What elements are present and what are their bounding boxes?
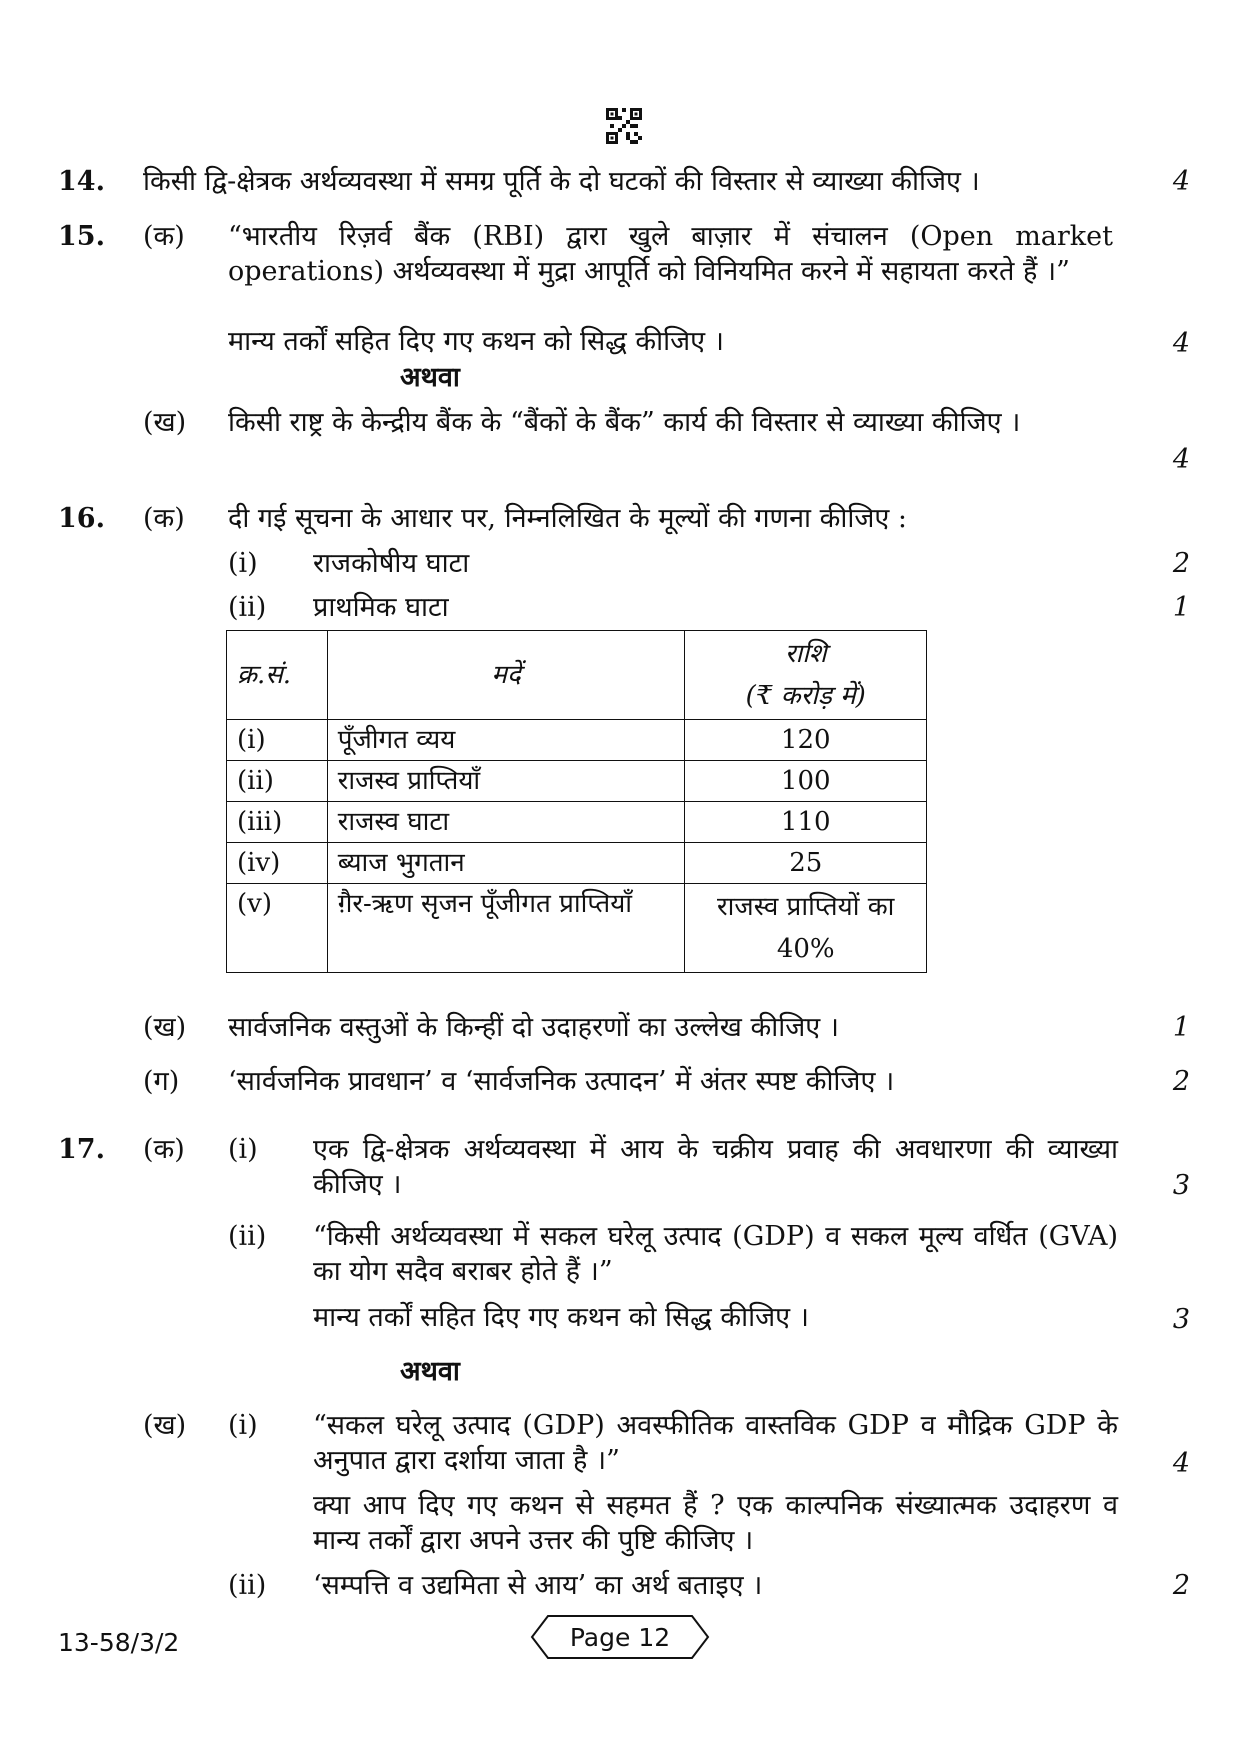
question-15-or: अथवा xyxy=(400,362,460,393)
question-16a-i-label: (i) xyxy=(228,548,258,579)
question-17a-i-marks: 3 xyxy=(1172,1170,1190,1201)
table-cell-amount: 100 xyxy=(685,761,927,802)
table-cell-serial: (i) xyxy=(227,720,328,761)
question-17-or: अथवा xyxy=(400,1356,460,1387)
table-cell-amount: 120 xyxy=(685,720,927,761)
table-header-row xyxy=(227,631,927,720)
question-16b-marks: 1 xyxy=(1172,1012,1190,1043)
question-16a-text: दी गई सूचना के आधार पर, निम्नलिखित के मूल्यों की गणना कीजिए : xyxy=(228,503,908,534)
question-17b-i-instruction: क्या आप दिए गए कथन से सहमत हैं ? एक काल्पनिक संख्यात्मक उदाहरण व मान्य तर्कों द्वारा अपने उत्तर की पुष्टि कीजिए । xyxy=(313,1490,1118,1556)
question-17b-ii-label: (ii) xyxy=(228,1570,267,1601)
table-cell-serial: (iv) xyxy=(227,843,328,884)
table-cell-item: पूँजीगत व्यय xyxy=(327,720,685,761)
question-17a-ii-statement: “किसी अर्थव्यवस्था में सकल घरेलू उत्पाद (GDP) व सकल मूल्य वर्धित (GVA) का योग सदैव बराबर होते हैं ।” xyxy=(313,1221,1118,1287)
question-16c-text: ‘सार्वजनिक प्रावधान’ व ‘सार्वजनिक उत्पादन’ में अंतर स्पष्ट कीजिए । xyxy=(228,1066,895,1097)
question-16-number: 16. xyxy=(58,503,105,534)
table-row xyxy=(227,761,927,802)
table-cell-amount: राजस्व प्राप्तियों का 40% xyxy=(685,884,927,973)
question-16a-ii-label: (ii) xyxy=(228,592,267,623)
table-row xyxy=(227,884,927,973)
table-header-serial: क्र.सं. xyxy=(227,631,328,720)
table-cell-item: ब्याज भुगतान xyxy=(327,843,685,884)
table-cell-serial: (ii) xyxy=(227,761,328,802)
question-16b-label: (ख) xyxy=(143,1012,187,1043)
question-17a-label: (क) xyxy=(143,1134,185,1165)
question-16a-label: (क) xyxy=(143,503,185,534)
budget-data-table xyxy=(226,630,927,973)
question-16a-ii-text: प्राथमिक घाटा xyxy=(313,592,449,623)
question-14-number: 14. xyxy=(58,166,105,197)
question-16a-i-marks: 2 xyxy=(1172,548,1190,579)
table-cell-item: राजस्व घाटा xyxy=(327,802,685,843)
qr-code-icon xyxy=(606,108,642,144)
question-15a-instruction: मान्य तर्कों सहित दिए गए कथन को सिद्ध कीजिए । xyxy=(228,326,724,357)
table-cell-amount: 25 xyxy=(685,843,927,884)
table-header-amount-line2: (₹ करोड़ में) xyxy=(745,681,866,711)
question-15a-marks: 4 xyxy=(1172,328,1190,359)
question-16c-label: (ग) xyxy=(143,1066,180,1097)
table-cell-item: ग़ैर-ऋण सृजन पूँजीगत प्राप्तियाँ xyxy=(327,884,685,973)
question-16a-i-text: राजकोषीय घाटा xyxy=(313,548,470,579)
question-14-marks: 4 xyxy=(1172,166,1190,197)
question-15-number: 15. xyxy=(58,221,105,252)
question-17b-i-statement: “सकल घरेलू उत्पाद (GDP) अवस्फीतिक वास्तविक GDP व मौद्रिक GDP के अनुपात द्वारा दर्शाया जाता है ।” xyxy=(313,1410,1118,1476)
question-16a-ii-marks: 1 xyxy=(1172,592,1190,623)
question-17b-ii-text: ‘सम्पत्ति व उद्यमिता से आय’ का अर्थ बताइए । xyxy=(313,1570,763,1601)
table-header-amount-line1: राशि xyxy=(784,639,827,669)
question-14-text: किसी द्वि-क्षेत्रक अर्थव्यवस्था में समग्र पूर्ति के दो घटकों की विस्तार से व्याख्या कीजिए । xyxy=(143,166,980,197)
question-15b-marks: 4 xyxy=(1172,444,1190,475)
question-16c-marks: 2 xyxy=(1172,1066,1190,1097)
question-17-number: 17. xyxy=(58,1134,105,1165)
question-15a-statement: “भारतीय रिज़र्व बैंक (RBI) द्वारा खुले बाज़ार में संचालन (Open market operations) अर्थव्यवस्था में मुद्रा आपूर्ति को विनियमित करने में सहायता करते हैं ।” xyxy=(228,221,1113,287)
question-17b-label: (ख) xyxy=(143,1410,187,1441)
table-cell-serial: (v) xyxy=(227,884,328,973)
table-header-items: मदें xyxy=(327,631,685,720)
question-17a-ii-marks: 3 xyxy=(1172,1304,1190,1335)
question-15b-label: (ख) xyxy=(143,407,187,438)
table-cell-item: राजस्व प्राप्तियाँ xyxy=(327,761,685,802)
table-header-amount xyxy=(685,631,927,720)
table-row xyxy=(227,843,927,884)
question-17a-i-label: (i) xyxy=(228,1134,258,1165)
question-17b-i-marks: 4 xyxy=(1172,1448,1190,1479)
table-cell-amount: 110 xyxy=(685,802,927,843)
question-15b-text: किसी राष्ट्र के केन्द्रीय बैंक के “बैंकों के बैंक” कार्य की विस्तार से व्याख्या कीजिए । xyxy=(228,407,1021,438)
question-17b-ii-marks: 2 xyxy=(1172,1570,1190,1601)
table-row xyxy=(227,802,927,843)
question-17a-ii-instruction: मान्य तर्कों सहित दिए गए कथन को सिद्ध कीजिए । xyxy=(313,1302,809,1333)
question-15a-label: (क) xyxy=(143,221,185,252)
page-number-tag xyxy=(530,1612,710,1662)
table-cell-serial: (iii) xyxy=(227,802,328,843)
question-17a-ii-label: (ii) xyxy=(228,1221,267,1252)
table-row xyxy=(227,720,927,761)
question-17a-i-text: एक द्वि-क्षेत्रक अर्थव्यवस्था में आय के चक्रीय प्रवाह की अवधारणा की व्याख्या कीजिए । xyxy=(313,1134,1118,1200)
page-number-label: Page 12 xyxy=(569,1623,671,1652)
question-17b-i-label: (i) xyxy=(228,1410,258,1441)
paper-code: 13-58/3/2 xyxy=(58,1628,180,1657)
question-16b-text: सार्वजनिक वस्तुओं के किन्हीं दो उदाहरणों का उल्लेख कीजिए । xyxy=(228,1012,839,1043)
